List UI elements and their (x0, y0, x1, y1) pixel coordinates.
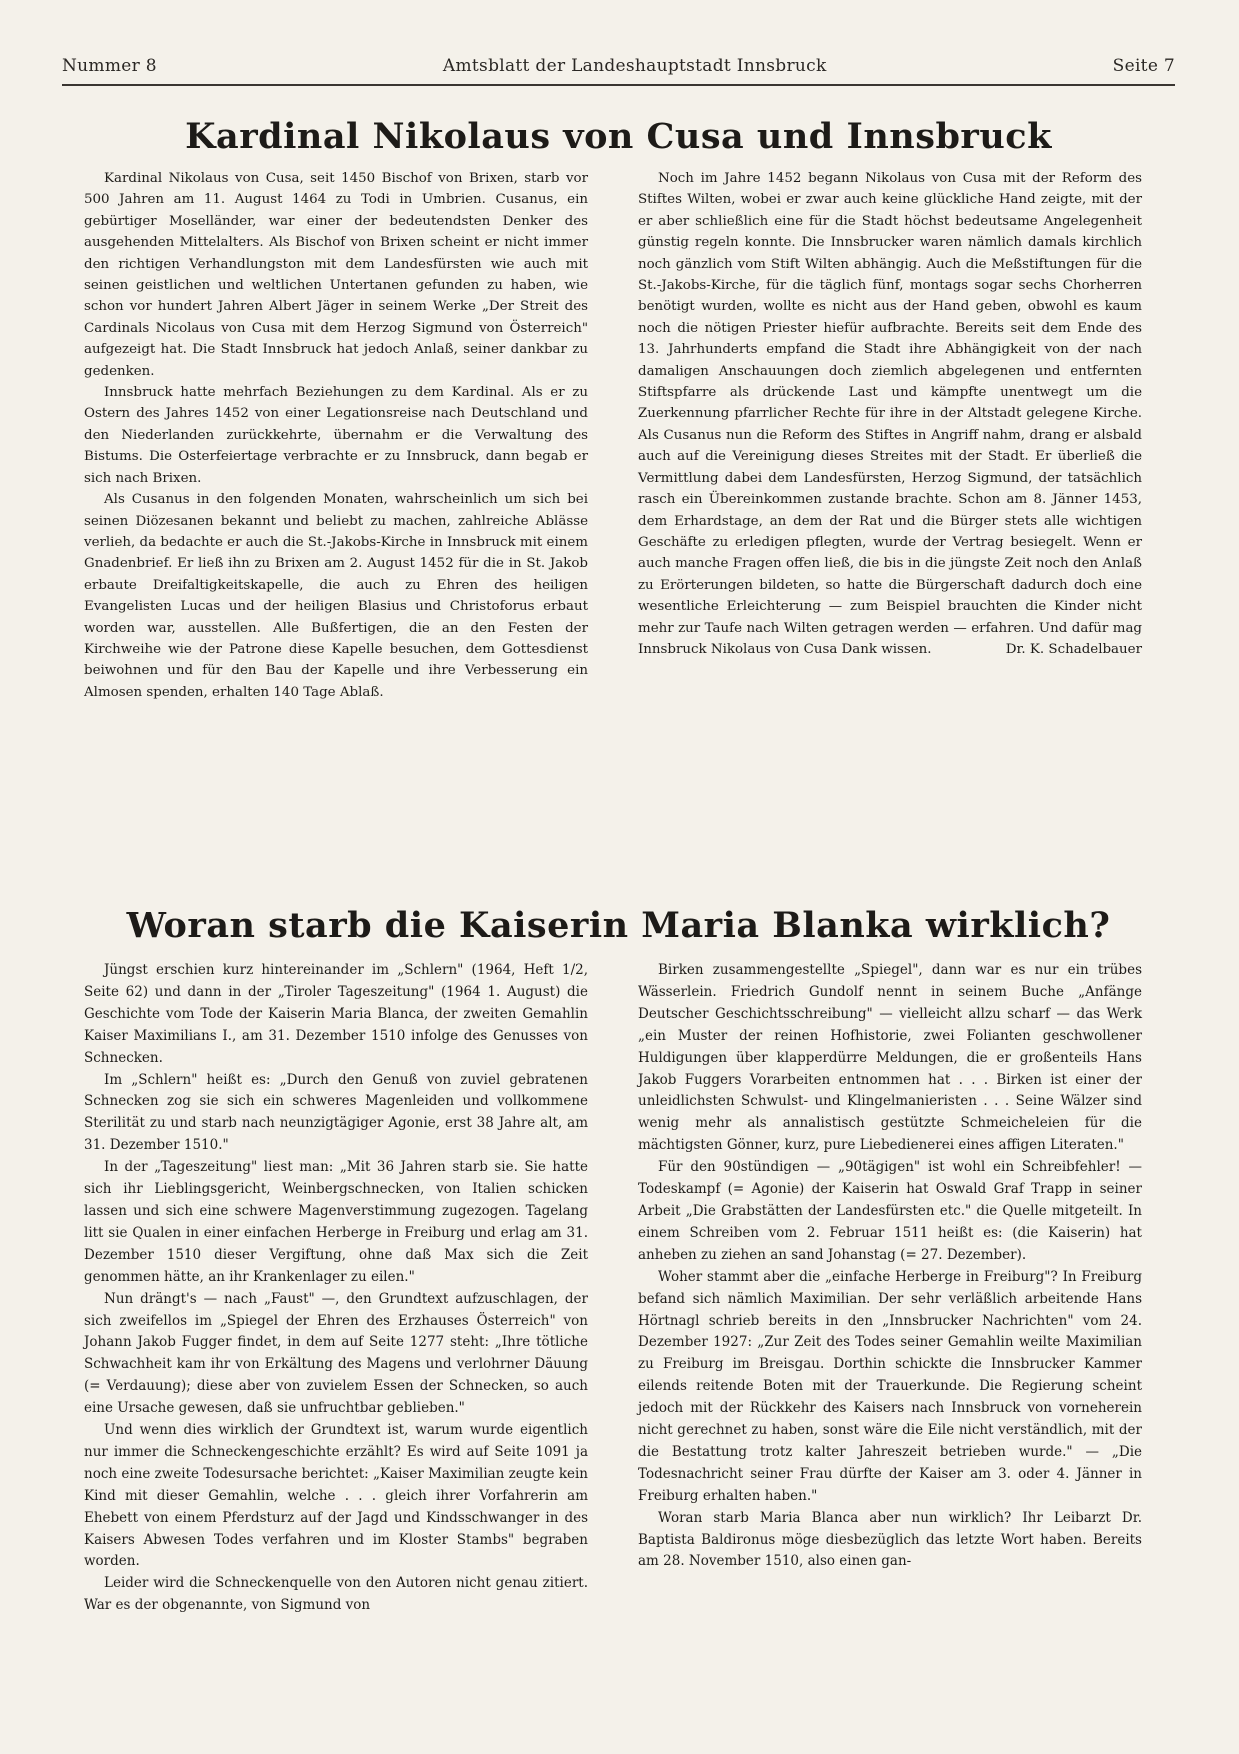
paragraph: Jüngst erschien kurz hintereinander im „Schlern" (1964, Heft 1/2, Seite 62) und dann in der „Tiroler Tageszeitung" (1964 1. August) die Geschichte vom Tode der Kaiserin Maria Blanca, der zweiten Gemahlin Kaiser Maximilians I., am 31. Dezember 1510 infolge des Genusses von Schnecken. (84, 962, 588, 1066)
article-1-title: Kardinal Nikolaus von Cusa und Innsbruck (185, 116, 1052, 157)
paragraph: In der „Tageszeitung" liest man: „Mit 36 Jahren starb sie. Sie hatte sich ihr Lieblingsgericht, Weinbergschnecken, von Italien schicken lassen und sich eine schwere Magenverstimmung zugezogen. Tagelang litt sie Qualen in einer einfachen Herberge in Freiburg und erlag am 31. Dezember 1510 dieser Vergiftung, ohne daß Max sich die Zeit genommen hätte, an ihr Krankenlager zu eilen." (84, 1159, 588, 1285)
paragraph: Noch im Jahre 1452 begann Nikolaus von Cusa mit der Reform des Stiftes Wilten, wobei er zwar auch keine glückliche Hand zeigte, mit der er aber schließlich eine für die Stadt höchst bedeutsame Angelegenheit günstig regeln konnte. Die Innsbrucker waren nämlich damals kirchlich noch gänzlich vom Stift Wilten abhängig. Auch die Meßstiftungen für die St.-Jakobs-Kirche, für die täglich fünf, montags sogar sechs Chorherren benötigt wurden, wollte es nicht aus der Hand geben, obwohl es kaum noch die nötigen Priester hiefür aufbrachte. Bereits seit dem Ende des 13. Jahrhunderts empfand die Stadt ihre Abhängigkeit von der nach damaligen Anschauungen doch ziemlich abgelegenen und entfernten Stiftspfarre als drückende Last und kämpfte unentwegt um die Zuerkennung pfarrlicher Rechte für ihre in der Altstadt gelegene Kirche. Als Cusanus nun die Reform des Stiftes in Angriff nahm, drang er alsbald auch auf die Vereinigung dieses Streites mit der Stadt. Er überließ die Vermittlung dabei dem Landesfürsten, Herzog Sigmund, der tatsächlich rasch ein Übereinkommen zustande brachte. Schon am 8. Jänner 1453, dem Erhardstage, an dem der Rat und die Bürger stets alle wichtigen Geschäfte zu erledigen pflegten, wurde der Vertrag besiegelt. Wenn er auch manche Fragen offen ließ, die bis in die jüngste Zeit noch den Anlaß zu Erörterungen bildeten, so hatte die Bürgerschaft dadurch doch eine wesentliche Erleichterung — zum Beispiel brauchten die Kinder nicht mehr zur Taufe nach Wilten getragen werden — erfahren. Und dafür mag Innsbruck Nikolaus von Cusa Dank wissen. (638, 171, 1142, 657)
paragraph: Leider wird die Schneckenquelle von den Autoren nicht genau zitiert. War es der obgenannte, von Sigmund von (84, 1575, 588, 1614)
publication-name: Amtsblatt der Landeshauptstadt Innsbruck (442, 56, 827, 76)
paragraph: Kardinal Nikolaus von Cusa, seit 1450 Bischof von Brixen, starb vor 500 Jahren am 11. August 1464 zu Todi in Umbrien. Cusanus, ein gebürtiger Moselländer, war einer der bedeutendsten Denker des ausgehenden Mittelalters. Als Bischof von Brixen scheint er nicht immer den richtigen Verhandlungston mit dem Landesfürsten wie auch mit seinen geistlichen und weltlichen Untertanen gefunden zu haben, wie schon vor hundert Jahren Albert Jäger in seinem Werke „Der Streit des Cardinals Nicolaus von Cusa mit dem Herzog Sigmund von Österreich" aufgezeigt hat. Die Stadt Innsbruck hat jedoch Anlaß, seiner dankbar zu gedenken. (84, 171, 588, 379)
author-name: Dr. K. Schadelbauer (1000, 642, 1142, 657)
article-2-column-left (84, 960, 588, 1720)
paragraph: Als Cusanus in den folgenden Monaten, wahrscheinlich um sich bei seinen Diözesanen bekannt und beliebt zu machen, zahlreiche Ablässe verlieh, da bedachte er auch die St.-Jakobs-Kirche in Innsbruck mit einem Gnadenbrief. Er ließ ihn zu Brixen am 2. August 1452 für die in St. Jakob erbaute Dreifaltigkeitskapelle, die auch zu Ehren des heiligen Evangelisten Lucas und der heiligen Blasius und Christoforus erbaut worden war, ausstellen. Alle Bußfertigen, die an den Festen der Kirchweihe wie der Patrone diese Kapelle besuchen, dem Gottesdienst beiwohnen und für den Bau der Kapelle und ihre Verbesserung ein Almosen spenden, erhalten 140 Tage Ablaß. (84, 492, 588, 700)
article-1-column-right (638, 168, 1142, 778)
issue-number: Nummer 8 (62, 56, 157, 76)
paragraph: Woher stammt aber die „einfache Herberge in Freiburg"? In Freiburg befand sich nämlich Maximilian. Der sehr verläßlich arbeitende Hans Hörtnagl schrieb bereits in den „Innsbrucker Nachrichten" vom 24. Dezember 1927: „Zur Zeit des Todes seiner Gemahlin weilte Maximilian zu Freiburg im Breisgau. Dorthin schickte die Innsbrucker Kammer eilends reitende Boten mit der Trauerkunde. Die Regierung scheint jedoch mit der Rückkehr des Kaisers nach Innsbruck von vorneherein nicht gerechnet zu haben, sonst wäre die Eile nicht verständlich, mit der die Bestattung trotz kalter Jahreszeit betrieben wurde." — „Die Todesnachricht seiner Frau dürfte der Kaiser am 3. oder 4. Jänner in Freiburg erhalten haben." (638, 1268, 1142, 1504)
paragraph: Für den 90stündigen — „90tägigen" ist wohl ein Schreibfehler! — Todeskampf (= Agonie) der Kaiserin hat Oswald Graf Trapp in seiner Arbeit „Die Grabstätten der Landesfürsten etc." die Quelle mitgeteilt. In einem Schreiben vom 2. Februar 1511 heißt es: (die Kaiserin) hat anheben zu ziehen an sand Johanstag (= 27. Dezember). (638, 1159, 1142, 1263)
article-2-column-right (638, 960, 1142, 1720)
paragraph: Und wenn dies wirklich der Grundtext ist, warum wurde eigentlich nur immer die Schneckengeschichte erzählt? Es wird auf Seite 1091 ja noch eine zweite Todesursache berichtet: „Kaiser Maximilian zeugte kein Kind mit dieser Gemahlin, welche . . . gleich ihrer Vorfahrerin am Ehebett von einem Pferdsturz auf der Jagd und Kindsschwanger in des Kaisers Abwesen Todes verfahren und im Kloster Stambs" begraben worden. (84, 1422, 588, 1570)
paragraph: Woran starb Maria Blanca aber nun wirklich? Ihr Leibarzt Dr. Baptista Baldironus möge diesbezüglich das letzte Wort haben. Bereits am 28. November 1510, also einen gan- (638, 1509, 1142, 1570)
paragraph: Innsbruck hatte mehrfach Beziehungen zu dem Kardinal. Als er zu Ostern des Jahres 1452 von einer Legationsreise nach Deutschland und den Niederlanden zurückkehrte, übernahm er die Verwaltung des Bistums. Die Osterfeiertage verbrachte er zu Innsbruck, dann begab er sich nach Brixen. (84, 385, 588, 486)
page-number: Seite 7 (1112, 56, 1175, 76)
running-head (62, 56, 1175, 76)
paragraph: Nun drängt's — nach „Faust" —, den Grundtext aufzuschlagen, der sich zweifellos im „Spiegel der Ehren des Erzhauses Österreich" von Johann Jakob Fugger findet, in dem auf Seite 1277 steht: „Ihre tötliche Schwachheit kam ihr von Erkältung des Magens und verlohrner Däuung (= Verdauung); diese aber von zuvielem Essen der Schnecken, so auch eine Ursache gewesen, daß sie unfruchtbar geblieben." (84, 1290, 588, 1417)
article-2-body (84, 960, 1142, 1720)
header-rule (62, 84, 1175, 86)
paragraph: Birken zusammengestellte „Spiegel", dann war es nur ein trübes Wässerlein. Friedrich Gundolf nennt in seinem Buche „Anfänge Deutscher Geschichtsschreibung" — vielleicht allzu scharf — das Werk „ein Muster der reinen Hofhistorie, zwei Folianten geschwollener Huldigungen über klapperdürre Meldungen, die er großenteils Hans Jakob Fuggers Vorarbeiten entnommen hat . . . Birken ist einer der unleidlichsten Schwulst- und Klingelmanieristen . . . Seine Wälzer sind wenig mehr als annalistisch gestützte Schmeicheleien für die mächtigsten Gönner, kurz, pure Liebedienerei eines affigen Literaten." (638, 962, 1142, 1154)
article-2-title: Woran starb die Kaiserin Maria Blanka wirklich? (126, 905, 1111, 946)
paragraph: Im „Schlern" heißt es: „Durch den Genuß von zuviel gebratenen Schnecken zog sie sich ein schweres Magenleiden und vollkommene Sterilität zu und starb nach neunzigtägiger Agonie, erst 38 Jahre alt, am 31. Dezember 1510." (84, 1071, 588, 1154)
article-1-column-left (84, 168, 588, 778)
article-1-body (84, 168, 1142, 778)
